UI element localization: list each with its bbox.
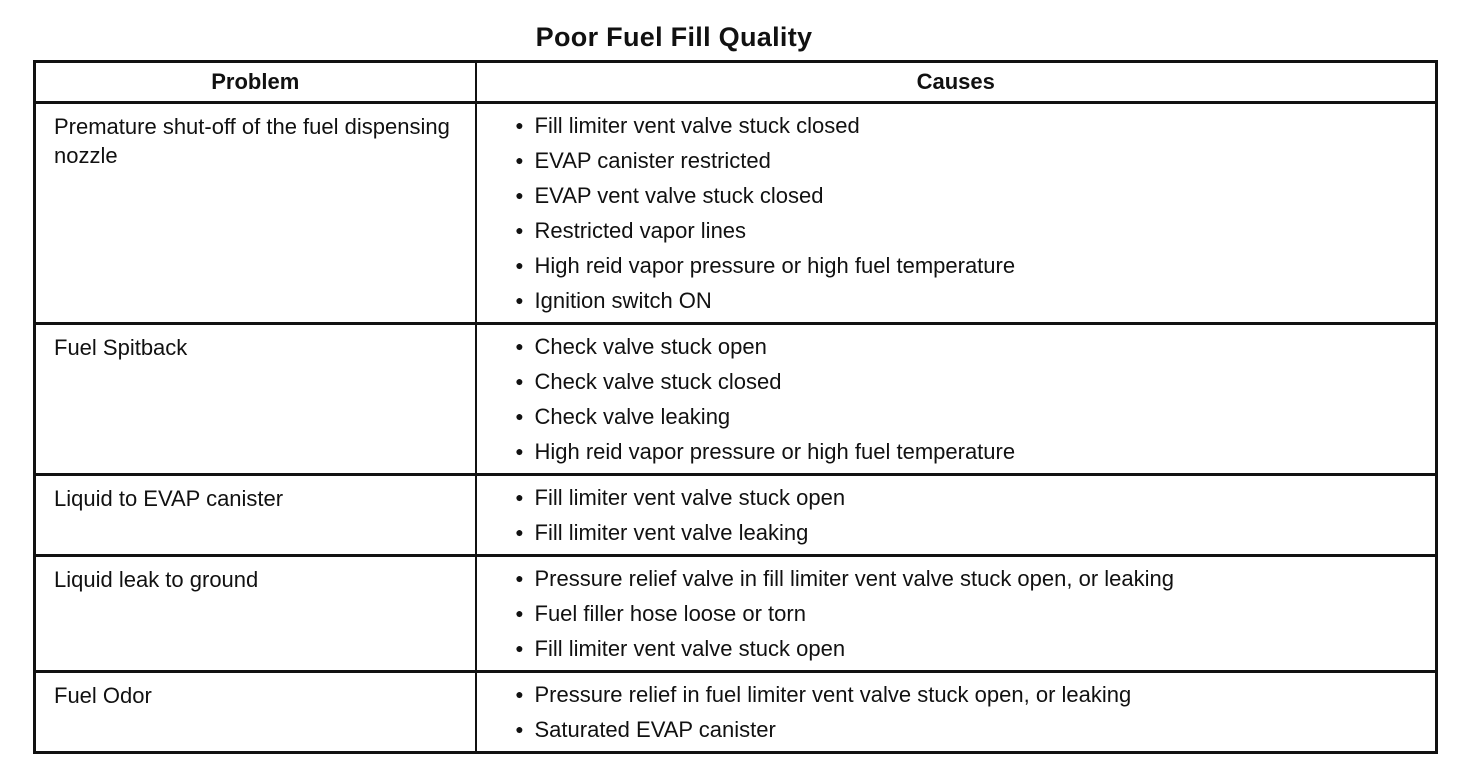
causes-list <box>477 476 1436 554</box>
cause-item <box>477 329 1436 364</box>
cause-item <box>477 143 1436 178</box>
cause-text: Restricted vapor lines <box>534 218 747 243</box>
cause-text: Check valve stuck open <box>534 334 767 359</box>
bullet-icon: ● <box>515 408 524 424</box>
problem-cell: Fuel Odor <box>35 672 476 753</box>
cause-text: Check valve leaking <box>534 404 731 429</box>
bullet-icon: ● <box>515 570 524 586</box>
cause-item <box>477 596 1436 631</box>
problem-cell: Liquid to EVAP canister <box>35 475 476 556</box>
problem-cell: Liquid leak to ground <box>35 556 476 672</box>
bullet-icon: ● <box>515 338 524 354</box>
cause-item <box>477 515 1436 550</box>
cause-item <box>477 712 1436 747</box>
causes-list <box>477 673 1436 751</box>
table-row <box>35 324 1437 475</box>
cause-item <box>477 561 1436 596</box>
bullet-icon: ● <box>515 187 524 203</box>
table-row <box>35 103 1437 324</box>
cause-text: Pressure relief valve in fill limiter vent valve stuck open, or leaking <box>534 566 1174 591</box>
causes-cell <box>476 103 1437 324</box>
causes-list <box>477 104 1436 322</box>
cause-item <box>477 631 1436 666</box>
bullet-icon: ● <box>515 721 524 737</box>
cause-item <box>477 677 1436 712</box>
cause-item <box>477 178 1436 213</box>
cause-item <box>477 108 1436 143</box>
problem-cell: Fuel Spitback <box>35 324 476 475</box>
problem-cell: Premature shut-off of the fuel dispensing nozzle <box>35 103 476 324</box>
causes-cell <box>476 672 1437 753</box>
cause-text: EVAP canister restricted <box>534 148 771 173</box>
table-row <box>35 556 1437 672</box>
cause-text: Fill limiter vent valve stuck closed <box>534 113 860 138</box>
causes-cell <box>476 475 1437 556</box>
cause-item <box>477 399 1436 434</box>
cause-item <box>477 364 1436 399</box>
table-body <box>35 103 1437 753</box>
bullet-icon: ● <box>515 605 524 621</box>
cause-text: Fuel filler hose loose or torn <box>534 601 806 626</box>
cause-item <box>477 480 1436 515</box>
cause-text: Ignition switch ON <box>534 288 712 313</box>
table-row <box>35 672 1437 753</box>
bullet-icon: ● <box>515 257 524 273</box>
diagnostic-table <box>33 60 1438 754</box>
bullet-icon: ● <box>515 152 524 168</box>
bullet-icon: ● <box>515 373 524 389</box>
cause-text: Saturated EVAP canister <box>534 717 776 742</box>
cause-text: High reid vapor pressure or high fuel temperature <box>534 439 1016 464</box>
cause-text: High reid vapor pressure or high fuel temperature <box>534 253 1016 278</box>
cause-text: Pressure relief in fuel limiter vent valve stuck open, or leaking <box>534 682 1132 707</box>
cause-text: Fill limiter vent valve leaking <box>534 520 809 545</box>
bullet-icon: ● <box>515 222 524 238</box>
bullet-icon: ● <box>515 489 524 505</box>
bullet-icon: ● <box>515 524 524 540</box>
cause-text: Fill limiter vent valve stuck open <box>534 485 846 510</box>
bullet-icon: ● <box>515 292 524 308</box>
causes-cell <box>476 556 1437 672</box>
table-row <box>35 475 1437 556</box>
bullet-icon: ● <box>515 117 524 133</box>
problem-column-header: Problem <box>35 62 476 103</box>
cause-item <box>477 283 1436 318</box>
cause-item <box>477 248 1436 283</box>
bullet-icon: ● <box>515 443 524 459</box>
cause-text: Check valve stuck closed <box>534 369 782 394</box>
page-title: Poor Fuel Fill Quality <box>535 22 813 52</box>
causes-list <box>477 325 1436 473</box>
causes-column-header: Causes <box>476 62 1437 103</box>
cause-text: Fill limiter vent valve stuck open <box>534 636 846 661</box>
causes-cell <box>476 324 1437 475</box>
bullet-icon: ● <box>515 686 524 702</box>
table-header-row <box>35 62 1437 103</box>
cause-item <box>477 434 1436 469</box>
causes-list <box>477 557 1436 670</box>
bullet-icon: ● <box>515 640 524 656</box>
cause-text: EVAP vent valve stuck closed <box>534 183 824 208</box>
cause-item <box>477 213 1436 248</box>
